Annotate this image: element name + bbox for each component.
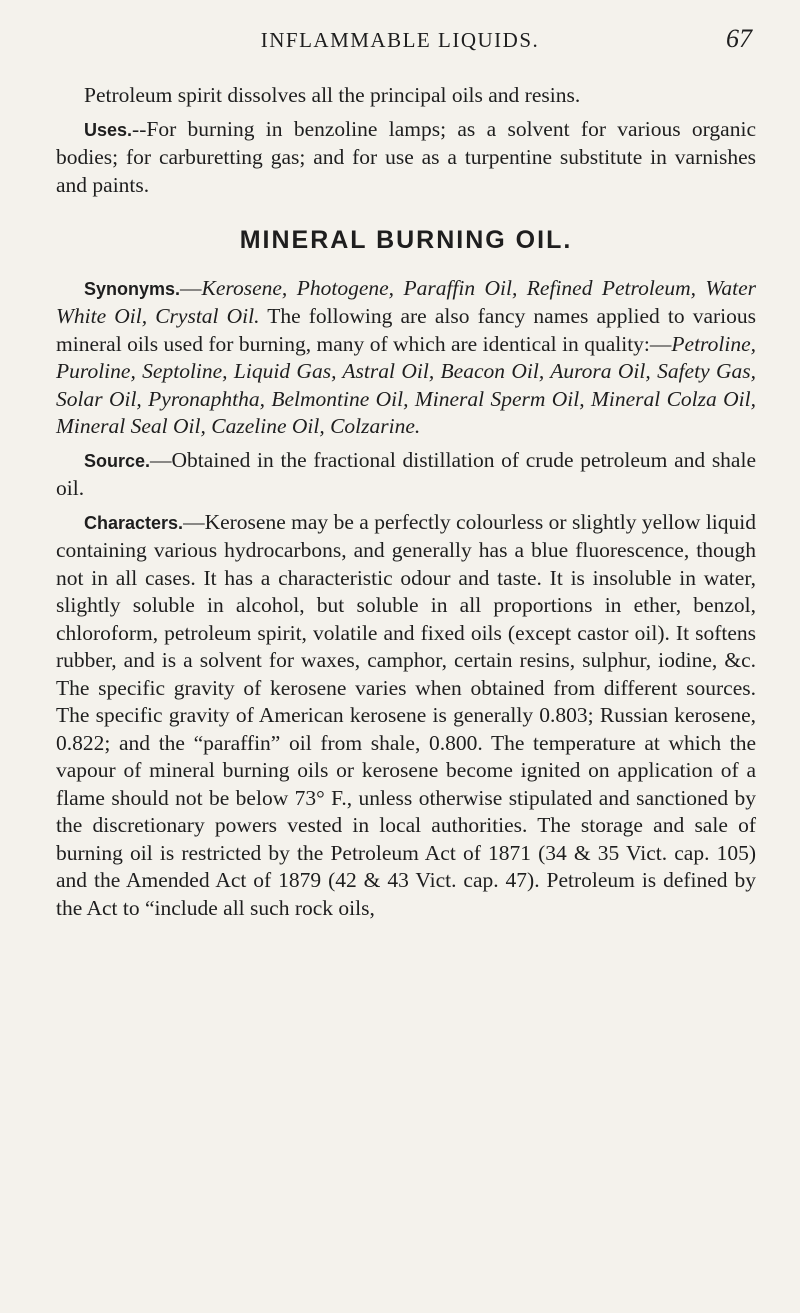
- characters-heading: Characters.: [84, 512, 184, 533]
- source-text: —Obtained in the fractional distillation of crude petroleum and shale oil.: [56, 447, 756, 500]
- paragraph-characters: [56, 509, 756, 923]
- page-number: 67: [726, 24, 752, 53]
- characters-text: —Kerosene may be a perfectly colourless or slightly yellow liquid containing various hydrocarbons, and generally has a blue fluorescence, though not in all cases. It has a characteristic odour and taste. It is insoluble in water, slightly soluble in alcohol, but soluble in all proportions in ether, benzol, chloroform, petroleum spirit, volatile and fixed oils (except castor oil). It softens rubber, and is a solvent for waxes, camphor, certain resins, sulphur, iodine, &c. The specific gravity of kerosene varies when obtained from different sources. The specific gravity of American kerosene is generally 0.803; Russian kerosene, 0.822; and the “paraffin” oil from shale, 0.800. The temperature at which the vapour of mineral burning oils or kerosene become ignited on application of a flame should not be below 73° F., unless otherwise stipulated and sanctioned by the discretionary powers vested in local authorities. The storage and sale of burning oil is restricted by the Petroleum Act of 1871 (34 & 35 Vict. cap. 105) and the Amended Act of 1879 (42 & 43 Vict. cap. 47). Petroleum is defined by the Act to “include all such rock oils,: [56, 509, 756, 920]
- section-title: MINERAL BURNING OIL.: [239, 226, 573, 254]
- uses-heading: Uses.: [84, 119, 133, 140]
- paragraph-source: [56, 447, 756, 503]
- uses-text: --For burning in benzoline lamps; as a solvent for various organic bodies; for carburetting gas; and for use as a turpentine substitute in varnishes and paints.: [56, 116, 756, 197]
- source-heading: Source.: [84, 450, 151, 471]
- fancy-names: Petroline, Puroline, Septoline, Liquid Gas, Astral Oil, Beacon Oil, Aurora Oil, Safety Gas, Solar Oil, Pyronaphtha, Belmontine Oil, Mineral Sperm Oil, Mineral Colza Oil, Mineral Seal Oil, Cazeline Oil, Colzarine.: [56, 331, 756, 438]
- page-body: [56, 72, 756, 928]
- synonyms-names: Kerosene, Photogene, Paraffin Oil, Refined Petroleum, Water White Oil, Crystal Oil.: [56, 275, 756, 328]
- running-head: INFLAMMABLE LIQUIDS.: [260, 28, 540, 52]
- synonyms-text: The following are also fancy names applied to various mineral oils used for burning, many of which are identical in quality:—: [56, 304, 756, 356]
- synonyms-heading: Synonyms.: [84, 278, 181, 299]
- synonyms-dash: —: [180, 275, 202, 300]
- paragraph-petroleum-spirit: Petroleum spirit dissolves all the principal oils and resins.: [84, 83, 581, 107]
- paragraph-uses: [56, 116, 756, 200]
- paragraph-synonyms: [56, 275, 756, 441]
